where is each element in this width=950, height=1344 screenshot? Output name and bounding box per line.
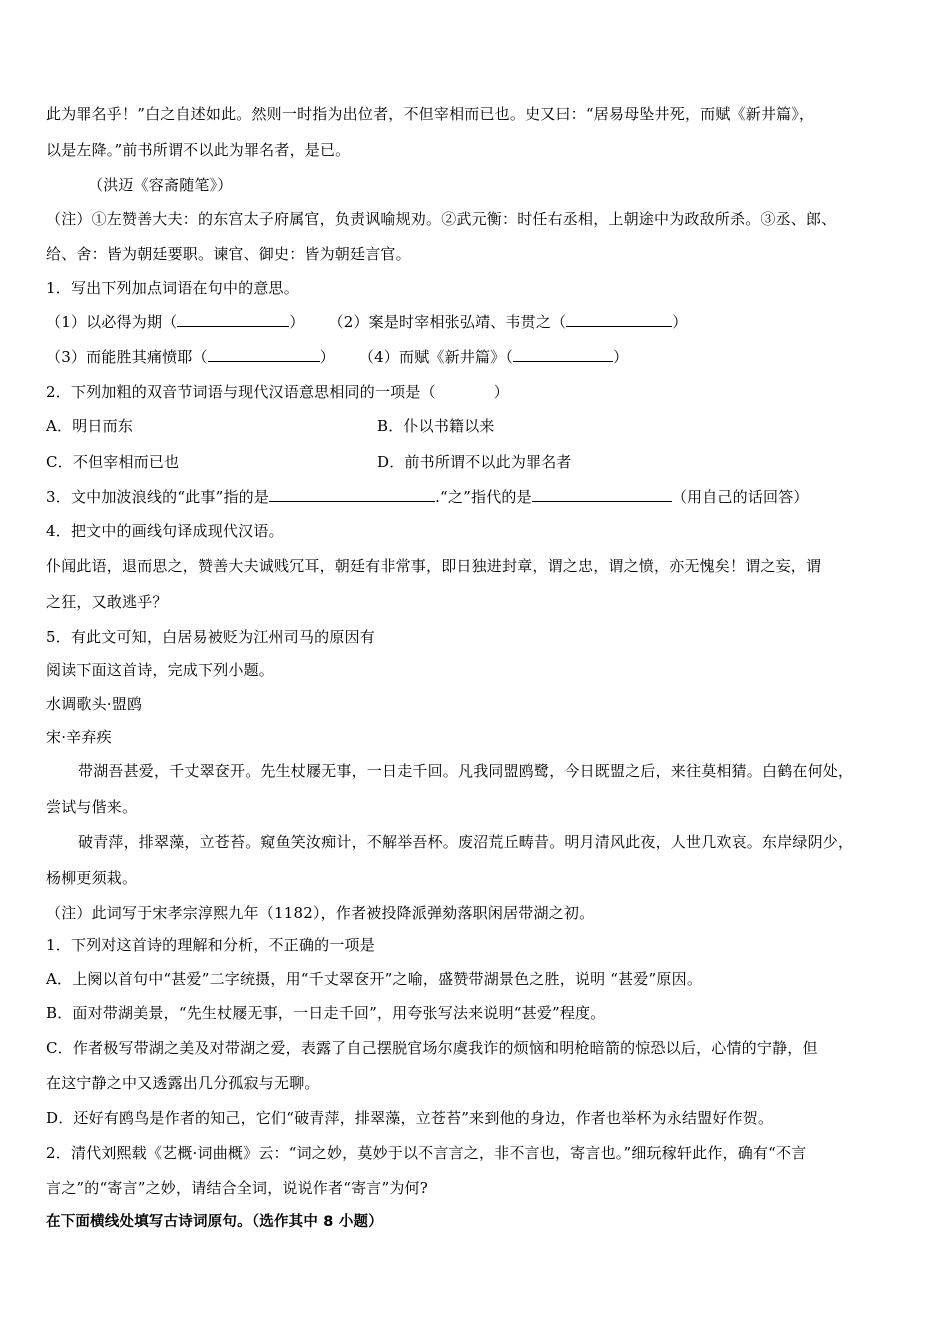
answer-blank[interactable] bbox=[208, 347, 320, 362]
option-c[interactable]: C．不但宰相而已也 bbox=[46, 453, 180, 471]
q3-part-1: 3．文中加波浪线的“此事”指的是 bbox=[46, 488, 270, 506]
annotation-note: （注）①左赞善大夫：的东宫太子府属官，负责讽喻规劝。②武元衡：时任右丞相，上朝途中为政敌所杀。③丞、郎、 bbox=[46, 210, 837, 228]
poem-question-1-stem: 1．下列对这首诗的理解和分析，不正确的一项是 bbox=[46, 936, 375, 954]
section-heading: 在下面横线处填写古诗词原句。（选作其中 8 小题） bbox=[46, 1214, 383, 1230]
q1-item-4-close: ） bbox=[613, 348, 629, 366]
poem-title: 水调歌头·盟鸥 bbox=[46, 695, 143, 713]
answer-blank[interactable] bbox=[269, 487, 435, 502]
answer-blank[interactable] bbox=[532, 487, 672, 502]
q1-item-2: （2）案是时宰相张弘靖、韦贯之（ bbox=[328, 313, 567, 331]
answer-blank[interactable] bbox=[177, 312, 289, 327]
poem-stanza-line: 尝试与偕来。 bbox=[46, 798, 138, 816]
question-4-text: 仆闻此语，退而思之，赞善大夫诚贱冗耳，朝廷有非常事，即日独进封章，谓之忠，谓之愤，亦无愧矣！谓之妄，谓 bbox=[46, 557, 822, 575]
passage-line: 以是左降。”前书所谓不以此为罪名者，是已。 bbox=[46, 141, 351, 159]
question-3 bbox=[46, 487, 916, 507]
poem-question-2: 2．清代刘熙载《艺概·词曲概》云：“词之妙，莫妙于以不言言之，非不言也，寄言也。”细玩稼轩此作，确有“不言 bbox=[46, 1144, 807, 1162]
poem-author: 宋·辛弃疾 bbox=[46, 728, 112, 746]
q2-stem-close: ） bbox=[493, 383, 509, 401]
option-c-continued: 在这宁静之中又透露出几分孤寂与无聊。 bbox=[46, 1074, 320, 1092]
annotation-note: 给、舍：皆为朝廷要职。谏官、御史：皆为朝廷言官。 bbox=[46, 245, 411, 263]
q1-item-2-close: ） bbox=[672, 313, 688, 331]
q1-item-1: （1）以必得为期（ bbox=[46, 313, 178, 331]
q1-item-4: （4）而赋《新井篇》（ bbox=[358, 348, 514, 366]
poem-stanza-line: 带湖吾甚爱，千丈翠奁开。先生杖屦无事，一日走千回。凡我同盟鸥鹭，今日既盟之后，来往莫相猜。白鹤在何处， bbox=[78, 762, 854, 780]
option-a[interactable]: A．明日而东 bbox=[46, 417, 134, 435]
question-5-stem: 5．有此文可知，白居易被贬为江州司马的原因有 bbox=[46, 628, 375, 646]
option-b[interactable]: B．面对带湖美景，“先生杖屦无事，一日走千回”，用夸张写法来说明“甚爱”程度。 bbox=[46, 1004, 606, 1022]
question-1-row bbox=[46, 312, 916, 332]
q1-item-1-close: ） bbox=[289, 313, 305, 331]
answer-blank[interactable] bbox=[566, 312, 672, 327]
poem-note: （注）此词写于宋孝宗淳熙九年（1182），作者被投降派弹劾落职闲居带湖之初。 bbox=[46, 904, 595, 922]
question-4-stem: 4．把文中的画线句译成现代汉语。 bbox=[46, 522, 284, 540]
question-1-row bbox=[46, 347, 916, 367]
poem-question-2: 言之”的“寄言”之妙，请结合全词，说说作者“寄言”为何? bbox=[46, 1179, 428, 1197]
q3-part-2: .“之”指代的是 bbox=[435, 488, 532, 506]
q2-stem-text: 2．下列加粗的双音节词语与现代汉语意思相同的一项是（ bbox=[46, 383, 436, 401]
question-4-text: 之狂，又敢逃乎？ bbox=[46, 593, 168, 611]
q1-item-3: （3）而能胜其痛愤耶（ bbox=[46, 348, 208, 366]
question-2-stem bbox=[46, 382, 916, 402]
answer-blank[interactable] bbox=[513, 347, 613, 362]
option-d[interactable]: D．前书所谓不以此为罪名者 bbox=[377, 453, 572, 471]
passage-line: 此为罪名乎！”白之自述如此。然则一时指为出位者，不但宰相而已也。史又曰：“居易母坠井死，而赋《新井篇》， bbox=[46, 105, 815, 123]
q1-item-3-close: ） bbox=[319, 348, 335, 366]
question-1-stem: 1．写出下列加点词语在句中的意思。 bbox=[46, 279, 299, 297]
poem-stanza-line: 破青萍，排翠藻，立苍苔。窥鱼笑汝痴计，不解举吾杯。废沼荒丘畴昔。明月清风此夜，人世几欢哀。东岸绿阴少， bbox=[78, 833, 854, 851]
reading-instruction: 阅读下面这首诗，完成下列小题。 bbox=[46, 661, 275, 679]
option-d[interactable]: D．还好有鸥鸟是作者的知己，它们“破青萍，排翠藻，立苍苔”来到他的身边，作者也举杯为永结盟好作贺。 bbox=[46, 1109, 774, 1127]
option-b[interactable]: B．仆以书籍以来 bbox=[377, 417, 495, 435]
option-c[interactable]: C．作者极写带湖之美及对带湖之爱，表露了自己摆脱官场尔虞我诈的烦恼和明枪暗箭的惊恐以后，心情的宁静，但 bbox=[46, 1039, 818, 1057]
q3-part-3: （用自己的话回答） bbox=[671, 488, 809, 506]
poem-stanza-line: 杨柳更须栽。 bbox=[46, 869, 138, 887]
source-citation: （洪迈《容斋随笔》） bbox=[88, 176, 233, 194]
option-a[interactable]: A．上阕以首句中“甚爱”二字统摄，用“千丈翠奁开”之喻，盛赞带湖景色之胜，说明 “甚爱”原因。 bbox=[46, 970, 703, 988]
